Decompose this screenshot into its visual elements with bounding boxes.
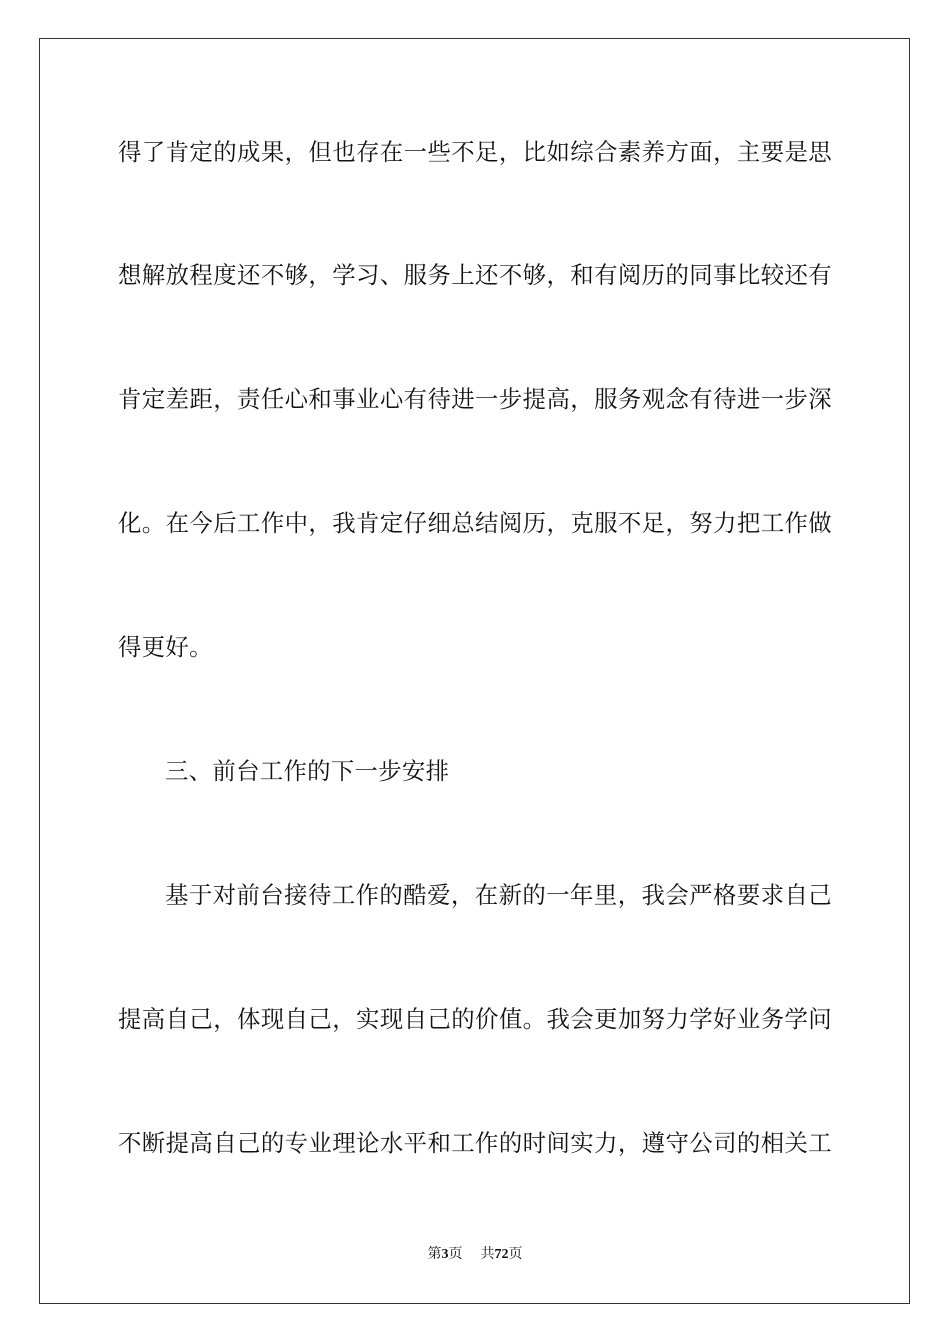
- page-footer: [0, 1246, 950, 1264]
- body-text-line-2: 想解放程度还不够，学习、服务上还不够，和有阅历的同事比较还有: [118, 261, 832, 289]
- body-text-line-5: 得更好。: [118, 633, 213, 661]
- page-suffix: 页: [448, 1247, 463, 1262]
- total-suffix: 页: [508, 1247, 523, 1262]
- total-pages: 72: [494, 1247, 509, 1262]
- page-prefix: 第: [427, 1247, 442, 1262]
- section-heading: 三、前台工作的下一步安排: [165, 757, 450, 785]
- total-prefix: 共: [480, 1247, 495, 1262]
- body-text-line-6: 基于对前台接待工作的酷爱，在新的一年里，我会严格要求自己: [165, 881, 832, 909]
- body-text-line-4: 化。在今后工作中，我肯定仔细总结阅历，克服不足，努力把工作做: [118, 509, 832, 537]
- page-number: 3: [441, 1247, 449, 1262]
- body-text-line-8: 不断提高自己的专业理论水平和工作的时间实力，遵守公司的相关工: [118, 1129, 832, 1157]
- body-text-line-7: 提高自己，体现自己，实现自己的价值。我会更加努力学好业务学问: [118, 1005, 832, 1033]
- body-text-line-1: 得了肯定的成果，但也存在一些不足，比如综合素养方面，主要是思: [118, 138, 832, 166]
- page-border: [39, 38, 910, 1304]
- body-text-line-3: 肯定差距，责任心和事业心有待进一步提高，服务观念有待进一步深: [118, 385, 832, 413]
